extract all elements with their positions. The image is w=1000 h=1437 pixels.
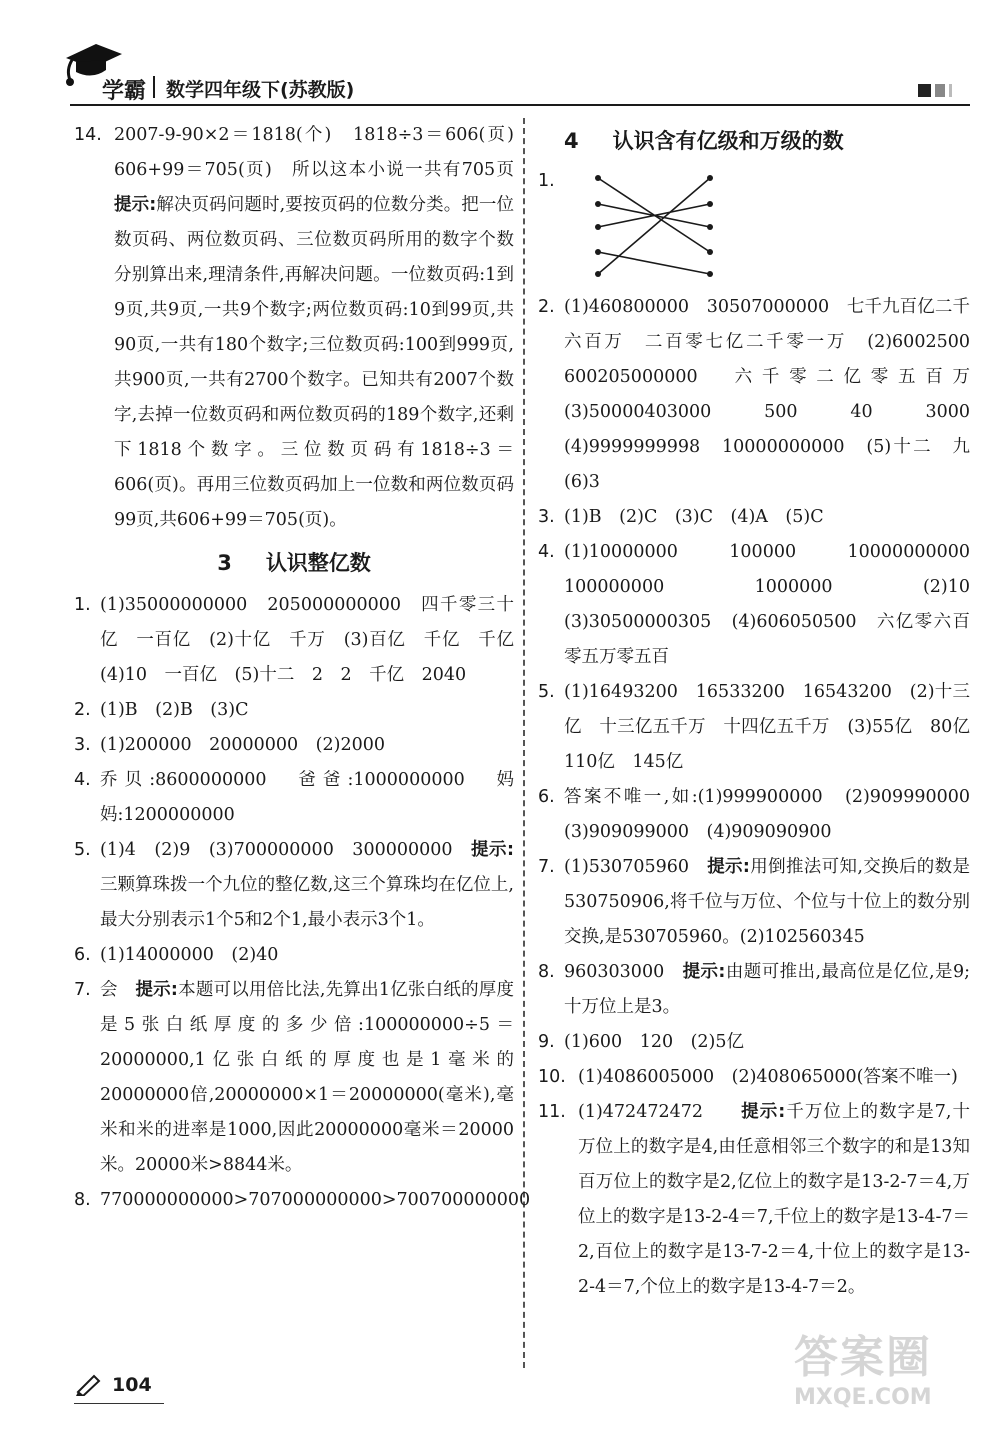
hint-label: 提示: [682, 962, 726, 982]
page-header [0, 0, 1000, 110]
item-text: (1)10000000 100000 10000000000 100000000 1000000 (2)10 (3)30500000305 (4)606050500 六亿零六百零五万零五百 [564, 542, 988, 667]
item-text: (1)600 120 (2)5亿 [564, 1032, 745, 1052]
item-text: (1)4 (2)9 (3)700000000 300000000 提示:三颗算珠拨一个九位的整亿数,这三个算珠均在亿位上,最大分别表示1个5和2个1,最小表示3个1。 [100, 840, 515, 930]
header-rule [70, 104, 970, 106]
page-number: 104 [112, 1374, 152, 1396]
answer-item: 7. 会 提示:本题可以用倍比法,先算出1亿张白纸的厚度是5张白纸厚度的多少倍:100000000÷5＝20000000,1亿张白纸的厚度也是1毫米的20000000倍,20000000×1＝20000000(毫米),毫米和米的进率是1000,因此20000000毫米＝20000米。20000米>8844米。 [74, 973, 514, 1183]
item-text: (1)B (2)C (3)C (4)A (5)C [564, 507, 824, 527]
item-number: 14. [74, 125, 102, 145]
answer-item: 3. (1)B (2)C (3)C (4)A (5)C [538, 500, 970, 535]
item-text: 2007-9-90×2＝1818(个) 1818÷3＝606(页) 606+99＝705(页) 所以这本小说一共有705页 提示:解决页码问题时,要按页码的位数分类。把一位数页码、两位数页码、三位数页码所用的数字个数分别算出来,理清条件,再解决问题。一位数页码:1到9页,共9页,一共9个数字;两位数页码:10到99页,共90页,一共有180个数字;三位数页码:100到999页,共900页,一共有2700个数字。已知共有2007个数字,去掉一位数页码和两位数页码的189个数字,还剩下1818个数字。三位数页码有1818÷3＝606(页)。再用三位数页码加上一位数和两位数页码99页,共606+99＝705(页)。 [114, 125, 532, 530]
item-text: (1)200000 20000000 (2)2000 [100, 735, 385, 755]
item-text: (1)16493200 16533200 16543200 (2)十三亿 十三亿五千万 十四亿五千万 (3)55亿 80亿 110亿 145亿 [564, 682, 988, 772]
item-text: (1)530705960 提示:用倒推法可知,交换后的数是530750906,将千位与万位、个位与十位上的数分别交换,是530705960。(2)102560345 [564, 857, 971, 947]
column-divider [523, 118, 525, 1368]
item-text: (1)14000000 (2)40 [100, 945, 279, 965]
item-text: (1)35000000000 205000000000 四千零三十亿 一百亿 (2)十亿 千万 (3)百亿 千亿 千亿 (4)10 一百亿 (5)十二 2 2 千亿 2040 [100, 595, 532, 685]
hint-label: 提示: [741, 1102, 786, 1122]
left-column [74, 118, 532, 1218]
item-text: (1)472472472 提示:千万位上的数字是7,十万位上的数字是4,由任意相邻三个数字的和是13知百万位上的数字是2,亿位上的数字是13-2-7＝4,万位上的数字是13-2-4＝7,千位上的数字是13-4-7＝2,百位上的数字是13-7-2＝4,十位上的数字是13-2-4＝7,个位上的数字是13-4-7＝2。 [578, 1102, 970, 1297]
answer-item: 5. (1)16493200 16533200 16543200 (2)十三亿 十三亿五千万 十四亿五千万 (3)55亿 80亿 110亿 145亿 [538, 675, 970, 780]
item-number: 1. [538, 171, 555, 191]
footer-rule [74, 1403, 164, 1404]
item-text: (1)4086005000 (2)408065000(答案不唯一) [578, 1067, 958, 1087]
hint-label: 提示: [471, 840, 515, 860]
item-text: 770000000000>707000000000>700700000000 [100, 1190, 531, 1210]
answer-item: 5. (1)4 (2)9 (3)700000000 300000000 提示:三颗算珠拨一个九位的整亿数,这三个算珠均在亿位上,最大分别表示1个5和2个1,最小表示3个1。 [74, 833, 514, 938]
answer-item: 9. (1)600 120 (2)5亿 [538, 1025, 970, 1060]
answer-item: 1. (1)35000000000 205000000000 四千零三十亿 一百亿 (2)十亿 千万 (3)百亿 千亿 千亿 (4)10 一百亿 (5)十二 2 2 千亿 2040 [74, 588, 514, 693]
item-text: 答案不唯一,如:(1)999900000 (2)909990000 (3)909099000 (4)909090900 [564, 787, 988, 842]
brand-logo-text: 学霸 [102, 79, 147, 104]
answer-item: 3. (1)200000 20000000 (2)2000 [74, 728, 514, 763]
answer-item: 4. 乔贝:8600000000 爸爸:1000000000 妈妈:1200000000 [74, 763, 514, 833]
item-text: (1)460800000 30507000000 七千九百亿二千六百万 二百零七亿二千零一万 (2)6002500 600205000000 六千零二亿零五百万 (3)50000403000 500 40 3000 (4)9999999998 10000000000 (5)十二 九 (6)3 [564, 297, 988, 492]
item-text: 会 提示:本题可以用倍比法,先算出1亿张白纸的厚度是5张白纸厚度的多少倍:100000000÷5＝20000000,1亿张白纸的厚度也是1毫米的20000000倍,20000000×1＝20000000(毫米),毫米和米的进率是1000,因此20000000毫米＝20000米。20000米>8844米。 [100, 980, 515, 1175]
hint-label: 提示: [135, 980, 178, 1000]
answer-item: 6. 答案不唯一,如:(1)999900000 (2)909990000 (3)909099000 (4)909090900 [538, 780, 970, 850]
answer-item: 8. 770000000000>707000000000>700700000000 [74, 1183, 514, 1218]
answer-item: 10. (1)4086005000 (2)408065000(答案不唯一) [538, 1060, 970, 1095]
section-title: 4 认识含有亿级和万级的数 [564, 129, 844, 153]
header-separator [153, 76, 155, 98]
answer-item: 11. (1)472472472 提示:千万位上的数字是7,十万位上的数字是4,由任意相邻三个数字的和是13知百万位上的数字是2,亿位上的数字是13-2-7＝4,万位上的数字是13-2-4＝7,千位上的数字是13-4-7＝2,百位上的数字是13-7-2＝4,十位上的数字是13-2-4＝7,个位上的数字是13-4-7＝2。 [538, 1095, 970, 1305]
right-column [538, 118, 988, 1305]
answer-item: 4. (1)10000000 100000 10000000000 100000000 1000000 (2)10 (3)30500000305 (4)606050500 六亿零六百零五万零五百 [538, 535, 970, 675]
hint-label: 提示: [114, 195, 157, 215]
answer-item: 2. (1)460800000 30507000000 七千九百亿二千六百万 二百零七亿二千零一万 (2)6002500 600205000000 六千零二亿零五百万 (3)50000403000 500 40 3000 (4)9999999998 10000000000 (5)十二 九 (6)3 [538, 290, 970, 500]
book-title: 数学四年级下(苏教版) [166, 79, 355, 101]
answer-item: 8. 960303000 提示:由题可推出,最高位是亿位,是9;十万位上是3。 [538, 955, 970, 1025]
answer-item: 7. (1)530705960 提示:用倒推法可知,交换后的数是530750906,将千位与万位、个位与十位上的数分别交换,是530705960。(2)102560345 [538, 850, 970, 955]
hint-label: 提示: [707, 857, 750, 877]
header-marks [918, 84, 952, 97]
watermark: 答案圈 MXQE.COM [794, 1332, 932, 1410]
item-text: (1)B (2)B (3)C [100, 700, 249, 720]
answer-item: 6. (1)14000000 (2)40 [74, 938, 514, 973]
answer-item: 2. (1)B (2)B (3)C [74, 693, 514, 728]
answer-item [538, 164, 970, 290]
pencil-icon [74, 1374, 102, 1396]
item-text: 960303000 提示:由题可推出,最高位是亿位,是9;十万位上是3。 [564, 962, 970, 1017]
item-text: 乔贝:8600000000 爸爸:1000000000 妈妈:1200000000 [100, 770, 514, 825]
matching-lines-diagram [578, 170, 738, 282]
answer-item [74, 118, 532, 538]
section-title: 3 认识整亿数 [217, 551, 371, 575]
page-footer [74, 1374, 152, 1396]
